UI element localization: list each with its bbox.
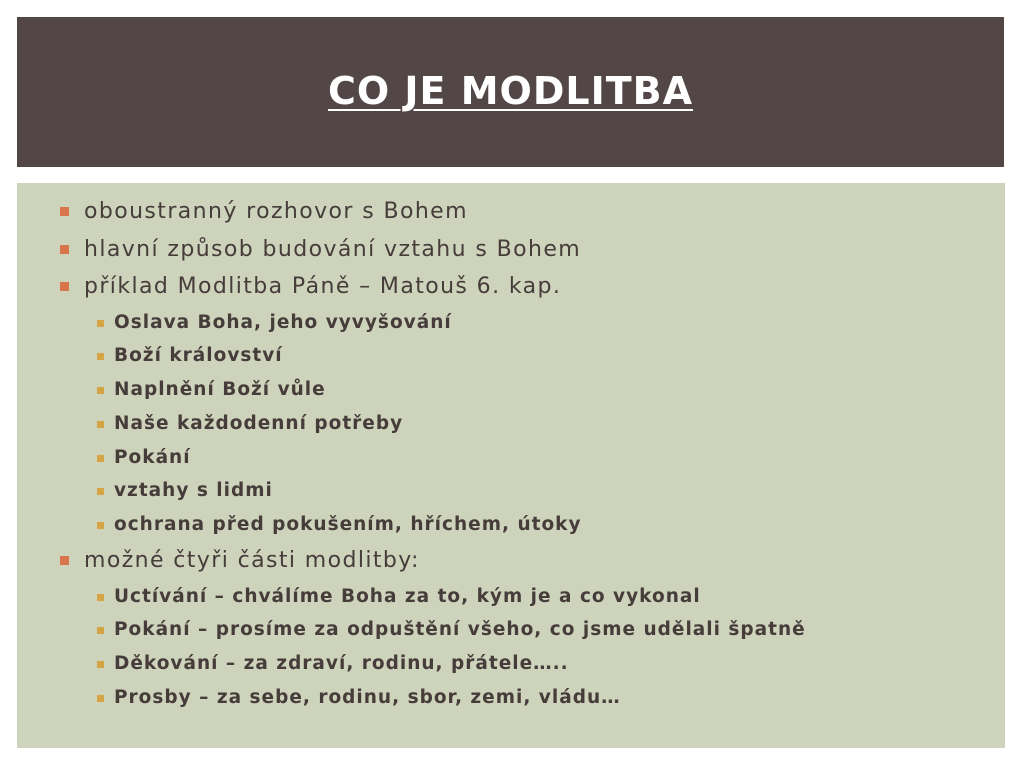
small-square-bullet-icon — [97, 488, 104, 495]
small-square-bullet-icon — [97, 695, 104, 702]
slide-title: CO JE MODLITBA — [327, 69, 694, 113]
sub-bullet-item — [17, 583, 1005, 617]
sub-bullet-item — [17, 444, 1005, 478]
bullet-text: vztahy s lidmi — [114, 480, 273, 502]
small-square-bullet-icon — [97, 353, 104, 360]
small-square-bullet-icon — [97, 522, 104, 529]
small-square-bullet-icon — [97, 387, 104, 394]
bullet-list — [17, 196, 1005, 718]
square-bullet-icon — [60, 245, 69, 254]
sub-bullet-item — [17, 684, 1005, 718]
bullet-text: Boží království — [114, 345, 283, 367]
sub-bullet-item — [17, 511, 1005, 545]
sub-bullet-item — [17, 410, 1005, 444]
bullet-text: Prosby – za sebe, rodinu, sbor, zemi, vládu… — [114, 686, 621, 708]
bullet-text: příklad Modlitba Páně – Matouš 6. kap. — [84, 274, 562, 299]
sub-bullet-item — [17, 477, 1005, 511]
square-bullet-icon — [60, 207, 69, 216]
bullet-item — [17, 196, 1005, 234]
bullet-text: Pokání – prosíme za odpuštění všeho, co jsme udělali špatně — [114, 619, 806, 641]
bullet-text: oboustranný rozhovor s Bohem — [84, 199, 468, 224]
small-square-bullet-icon — [97, 594, 104, 601]
small-square-bullet-icon — [97, 455, 104, 462]
square-bullet-icon — [60, 556, 69, 565]
sub-bullet-item — [17, 376, 1005, 410]
bullet-text: ochrana před pokušením, hříchem, útoky — [114, 514, 582, 536]
sub-bullet-item — [17, 650, 1005, 684]
small-square-bullet-icon — [97, 320, 104, 327]
bullet-item — [17, 545, 1005, 583]
bullet-text: Uctívání – chválíme Boha za to, kým je a co vykonal — [114, 585, 701, 607]
title-bar — [17, 17, 1004, 167]
bullet-text: Pokání — [114, 446, 191, 468]
small-square-bullet-icon — [97, 627, 104, 634]
bullet-text: Děkování – za zdraví, rodinu, přátele….. — [114, 653, 569, 675]
bullet-item — [17, 271, 1005, 309]
small-square-bullet-icon — [97, 661, 104, 668]
sub-bullet-item — [17, 342, 1005, 376]
bullet-text: Oslava Boha, jeho vyvyšování — [114, 311, 452, 333]
bullet-text: Naplnění Boží vůle — [114, 379, 326, 401]
square-bullet-icon — [60, 282, 69, 291]
content-area — [17, 183, 1005, 748]
bullet-text: Naše každodenní potřeby — [114, 412, 404, 434]
bullet-text: možné čtyři části modlitby: — [84, 548, 420, 574]
bullet-text: hlavní způsob budování vztahu s Bohem — [84, 236, 582, 262]
bullet-item — [17, 234, 1005, 272]
small-square-bullet-icon — [97, 421, 104, 428]
sub-bullet-item — [17, 309, 1005, 343]
sub-bullet-item — [17, 616, 1005, 650]
